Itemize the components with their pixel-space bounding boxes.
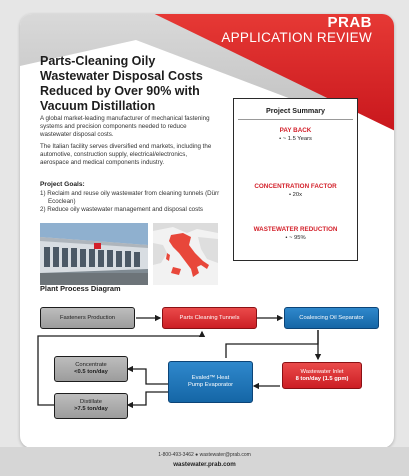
parts-cleaning-tunnels-label: Parts Cleaning Tunnels [179, 314, 240, 321]
distillate-output-node [54, 393, 128, 419]
coalescing-oil-separator-node [284, 307, 379, 329]
facility-paragraph: The Italian facility serves diversified end markets, including the automotive, construction supply, electrical/electronics, aerospace and medical components industry. [40, 143, 212, 166]
payback-label: PAY BACK [279, 127, 312, 134]
article-title: Parts-Cleaning Oily Wastewater Disposal Costs Reduced by Over 90% with Vacuum Distillation [40, 54, 203, 113]
concentrate-output-node [54, 356, 128, 382]
fasteners-production-node [40, 307, 135, 329]
wastewater-reduction-value: • ~ 95% [285, 235, 306, 241]
summary-divider [238, 119, 353, 120]
evaporator-label-line-1: Evaled™ Heat [191, 375, 230, 381]
document-sheet [20, 14, 394, 448]
goals-list [40, 190, 220, 214]
fasteners-production-label: Fasteners Production [59, 314, 116, 321]
concentrate-rate: <0.5 ton/day [74, 369, 108, 375]
distillate-label: Distillate [80, 399, 102, 405]
coalescing-oil-separator-label: Coalescing Oil Separator [299, 314, 364, 321]
intro-paragraph: A global market-leading manufacturer of mechanical fastening systems and precision components needed to reduce wastewater disposal costs. [40, 115, 210, 138]
evaporator-label-line-2: Pump Evaporator [187, 382, 234, 388]
goal-item: 2) Reduce oily wastewater management and disposal costs [40, 206, 204, 213]
project-summary-box [233, 98, 358, 261]
summary-title: Project Summary [265, 106, 326, 115]
payback-value: • ~ 1.5 Years [279, 136, 312, 142]
footer-website: wastewater.prab.com [173, 461, 236, 468]
distillate-rate: >7.5 ton/day [74, 406, 108, 412]
concentration-factor-label: CONCENTRATION FACTOR [254, 183, 337, 190]
footer-contact: 1-800-493-3462 ● wastewater@prab.com [158, 452, 251, 458]
diagram-title: Plant Process Diagram [40, 284, 121, 293]
concentration-factor-value: • 20x [289, 192, 302, 198]
parts-cleaning-tunnels-node [162, 307, 257, 329]
wastewater-reduction-label: WASTEWATER REDUCTION [253, 226, 338, 233]
goal-item: 1) Reclaim and reuse oily wastewater from cleaning tunnels (Dürr Ecoclean) [40, 190, 220, 205]
wastewater-inlet-node [282, 362, 362, 389]
goals-heading: Project Goals: [40, 181, 85, 188]
wastewater-inlet-label: Wastewater Inlet [300, 368, 344, 375]
wastewater-inlet-rate: 8 ton/day (1.5 gpm) [295, 375, 349, 382]
facility-photo [40, 223, 148, 285]
concentrate-label: Concentrate [75, 362, 107, 368]
italy-map [153, 223, 218, 285]
heat-pump-evaporator-node [168, 361, 253, 403]
document-type-label: APPLICATION REVIEW [221, 30, 372, 45]
brand-logo: PRAB [327, 14, 372, 31]
